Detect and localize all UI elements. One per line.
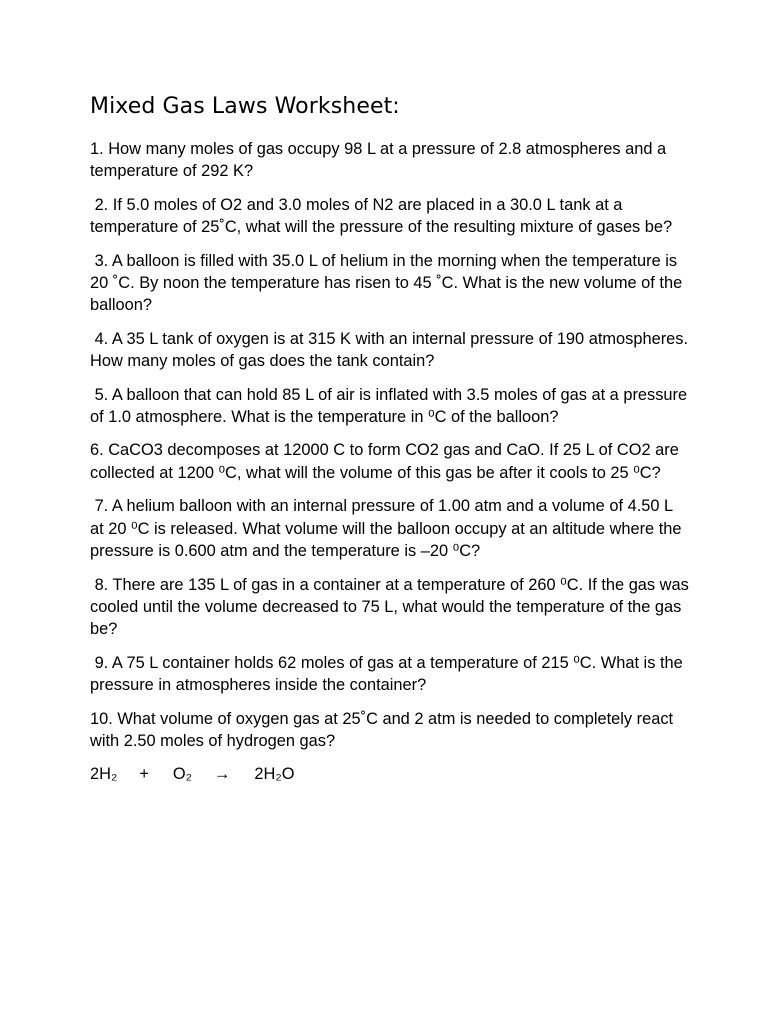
equation-plus-sign: + <box>139 765 149 784</box>
question-3: 3. A balloon is filled with 35.0 L of helium in the morning when the temperature is 20 ˚C. By noon the temperature has risen to 45 ˚C. What is the new volume of the balloon? <box>90 251 687 315</box>
equation-reactant-oxygen: O₂ <box>172 765 193 784</box>
question-5: 5. A balloon that can hold 85 L of air is inflated with 3.5 moles of gas at a pressure of 1.0 atmosphere. What is the temperature in ⁰C of the balloon? <box>90 385 692 427</box>
question-10: 10. What volume of oxygen gas at 25˚C and 2 atm is needed to completely react with 2.50 moles of hydrogen gas? <box>90 709 674 750</box>
equation-product-water: 2H₂O <box>254 765 295 784</box>
question-7: 7. A helium balloon with an internal pressure of 1.00 atm and a volume of 4.50 L at 20 ⁰C is released. What volume will the balloon occupy at an altitude where the pressure is 0.600 atm and the temperature is –20 ⁰C? <box>90 497 687 561</box>
question-6: 6. CaCO3 decomposes at 12000 C to form CO2 gas and CaO. If 25 L of CO2 are collected at 1200 ⁰C, what will the volume of this gas be after it cools to 25 ⁰C? <box>90 441 679 482</box>
chemical-equation <box>90 763 690 785</box>
question-8: 8. There are 135 L of gas in a container at a temperature of 260 ⁰C. If the gas was cooled until the volume decreased to 75 L, what would the temperature of the gas be? <box>90 575 694 639</box>
question-1: 1. How many moles of gas occupy 98 L at a pressure of 2.8 atmospheres and a temperature of 292 K? <box>90 140 667 181</box>
question-4: 4. A 35 L tank of oxygen is at 315 K with an internal pressure of 190 atmospheres. How many moles of gas does the tank contain? <box>90 329 693 371</box>
question-9: 9. A 75 L container holds 62 moles of gas at a temperature of 215 ⁰C. What is the pressure in atmospheres inside the container? <box>90 653 688 695</box>
equation-arrow: → <box>214 765 231 784</box>
equation-reactant-hydrogen: 2H₂ <box>90 765 118 784</box>
question-2: 2. If 5.0 moles of O2 and 3.0 moles of N2 are placed in a 30.0 L tank at a temperature of 25˚C, what will the pressure of the resulting mixture of gases be? <box>90 195 673 237</box>
worksheet-page <box>90 92 694 785</box>
worksheet-title: Mixed Gas Laws Worksheet: <box>90 94 400 119</box>
